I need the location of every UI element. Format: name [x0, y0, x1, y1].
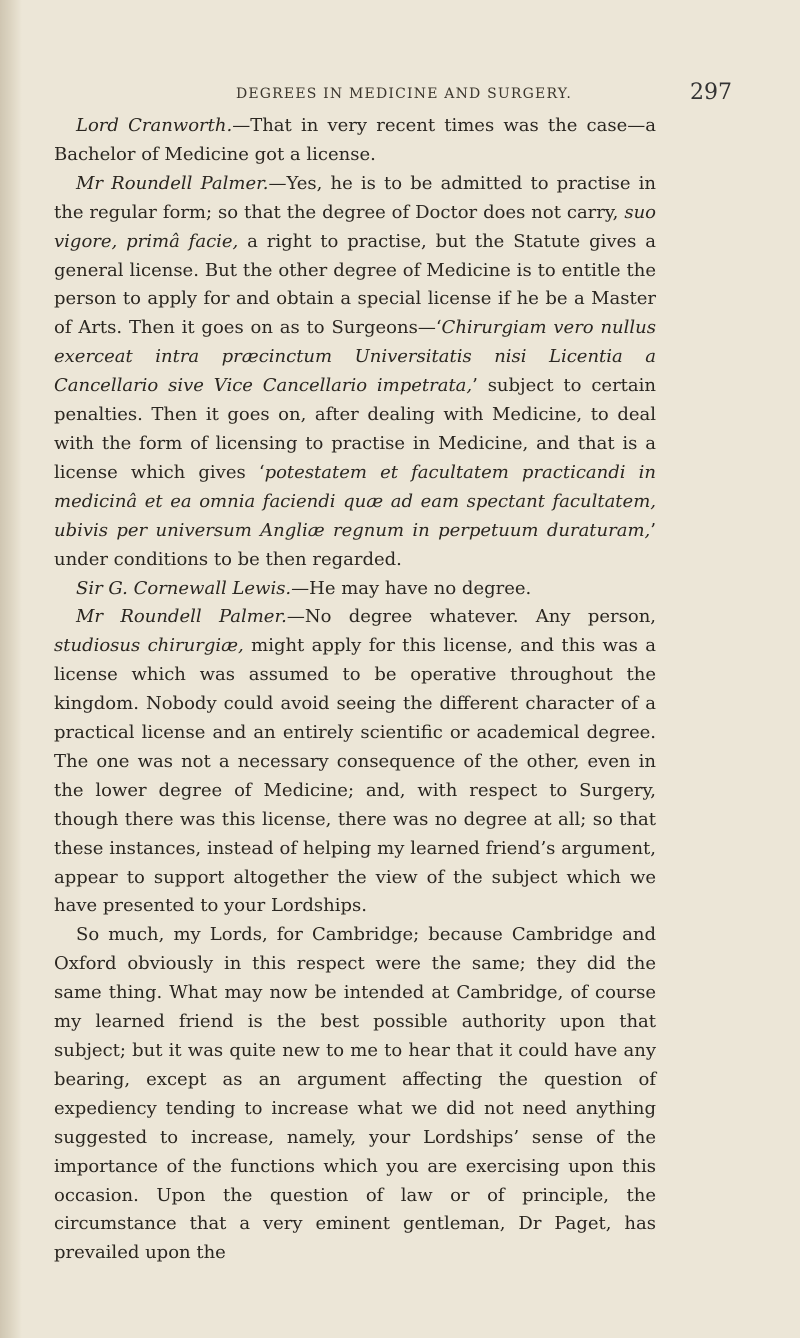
text-segment: —That in very recent times was the case—a Bachelor of Medicine got a license. — [54, 115, 656, 165]
body-text — [54, 112, 656, 1268]
text-segment: a right to practise, but the Statute gives a general license. But the other degree of Medicine is to entitle the person to apply for and obtain a special license if he be a Master of Arts. Then it goes on as to Surgeons—‘ — [54, 230, 656, 339]
latin-quotation: potestatem et facultatem practicandi in medicinâ et ea omnia faciendi quæ ad eam spectant facultatem, ubivis per universum Angliæ regnum in perpetuum duraturam, — [54, 461, 656, 541]
text-segment: —No degree whatever. Any person, — [286, 606, 657, 628]
text-segment: ’ subject to certain penalties. Then it goes on, after dealing with Medicine, to deal with the form of licensing to practise in Medicine, and that is a license which gives ‘ — [54, 375, 656, 483]
running-title: DEGREES IN MEDICINE AND SURGERY. — [235, 86, 573, 102]
binding-shadow — [0, 0, 22, 1338]
paragraph — [54, 170, 656, 575]
text-segment: might apply for this license, and this was a license which was assumed to be operative throughout the kingdom. Nobody could avoid seeing the different character of a practical license and an entirely scientific or academical degree. The one was not a necessary consequence of the other, even in the lower degree of Medicine; and, with respect to Surgery, though there was this license, there was no degree at all; so that these instances, instead of helping my learned friend’s argument, appear to support altogether the view of the subject which we have presented to your Lordships. — [54, 635, 656, 917]
speaker-name: Mr Roundell Palmer. — [76, 606, 287, 628]
paragraph — [54, 112, 656, 170]
speaker-name: Mr Roundell Palmer. — [76, 172, 269, 194]
page-number: 297 — [690, 80, 732, 105]
paragraph — [54, 575, 656, 604]
text-segment: —Yes, he is to be admitted to practise in the regular form; so that the degree of Doctor does not carry, — [54, 172, 656, 223]
latin-quotation: suo vigore, primâ facie, — [54, 201, 656, 252]
speaker-name: Sir G. Cornewall Lewis. — [76, 577, 292, 599]
text-segment: —He may have no degree. — [291, 577, 532, 599]
speaker-name: Lord Cranworth. — [76, 115, 233, 136]
latin-quotation: Chirurgiam vero nullus exerceat intra præcinctum Universitatis nisi Licentia a Cancellario sive Vice Cancellario impetrata, — [54, 317, 656, 397]
paragraph — [54, 921, 656, 1268]
latin-quotation: studiosus chirurgiæ, — [54, 635, 244, 657]
text-segment: ’ under conditions to be then regarded. — [54, 519, 656, 570]
paragraph — [54, 603, 656, 921]
text-segment: So much, my Lords, for Cambridge; because Cambridge and Oxford obviously in this respect were the same; they did the same thing. What may now be intended at Cambridge, of course my learned friend is the best possible authority upon that subject; but it was quite new to me to hear that it could have any bearing, except as an argument affecting the question of expediency tending to increase what we did not need anything suggested to increase, namely, your Lordships’ sense of the importance of the functions which you are exercising upon this occasion. Upon the question of law or of principle, the circumstance that a very eminent gentleman, Dr Paget, has prevailed upon the — [54, 924, 656, 1264]
